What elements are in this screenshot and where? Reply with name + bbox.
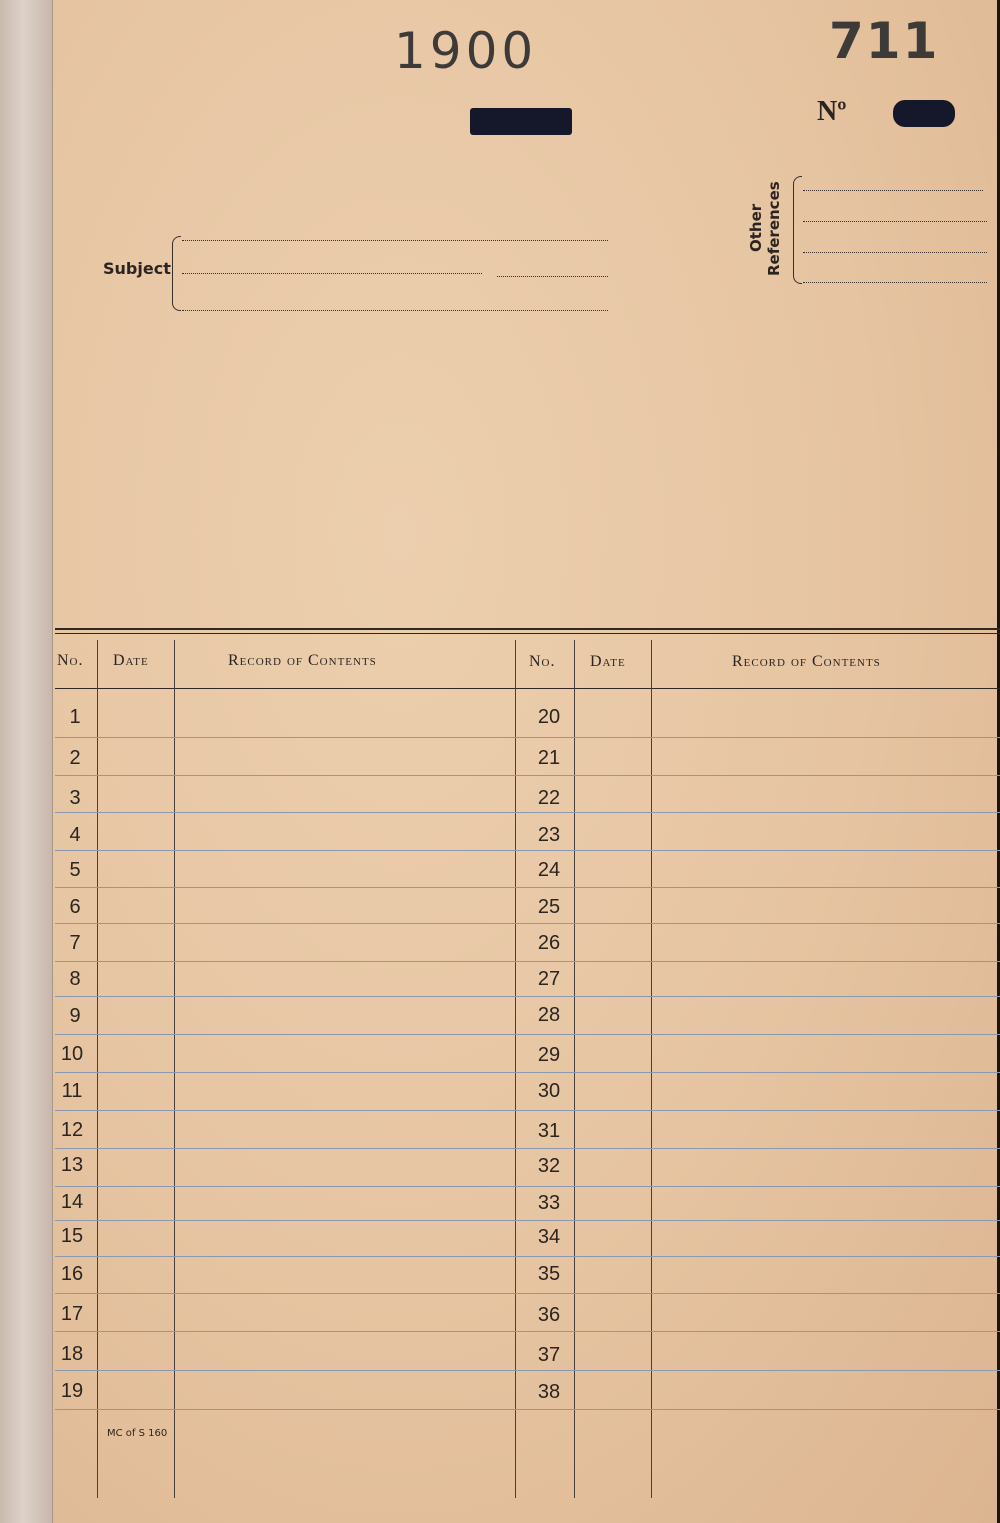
row-number: 26 xyxy=(537,932,561,954)
row-number: 2 xyxy=(69,747,81,769)
row-number: 3 xyxy=(69,787,81,809)
row-number: 5 xyxy=(69,859,81,881)
row-number: 32 xyxy=(537,1155,561,1177)
row-number: 33 xyxy=(537,1192,561,1214)
row-rule xyxy=(55,923,1000,924)
row-number: 11 xyxy=(61,1080,83,1102)
row-number: 19 xyxy=(60,1380,84,1402)
row-rule xyxy=(55,1034,1000,1035)
column-header-date: Date xyxy=(113,652,149,669)
subject-line[interactable] xyxy=(182,240,608,241)
subject-brace xyxy=(172,236,181,311)
table-top-rule xyxy=(55,628,1000,630)
column-header-no: No. xyxy=(529,653,556,670)
row-rule xyxy=(55,1072,1000,1073)
row-rule xyxy=(55,1186,1000,1187)
row-rule xyxy=(55,1256,1000,1257)
row-rule xyxy=(55,1110,1000,1111)
row-number: 7 xyxy=(69,932,81,954)
row-number: 1 xyxy=(69,706,81,728)
row-rule xyxy=(55,961,1000,962)
file-number-stamp: 711 xyxy=(829,12,940,70)
reference-line[interactable] xyxy=(803,190,983,191)
reference-line[interactable] xyxy=(803,221,987,222)
column-header-record: Record of Contents xyxy=(228,652,377,669)
row-number: 13 xyxy=(60,1154,84,1176)
row-rule xyxy=(55,737,1000,738)
row-rule xyxy=(55,1148,1000,1149)
row-number: 31 xyxy=(537,1120,561,1142)
row-rule xyxy=(55,812,1000,813)
row-number: 9 xyxy=(69,1005,81,1027)
subject-line[interactable] xyxy=(182,310,608,311)
row-number: 36 xyxy=(537,1304,561,1326)
other-references-line-1: Other xyxy=(747,203,765,252)
subject-line[interactable] xyxy=(497,276,608,277)
other-references-brace xyxy=(793,176,802,284)
form-code: MC of S 160 xyxy=(107,1428,168,1439)
row-number: 17 xyxy=(60,1303,84,1325)
subject-label: Subject xyxy=(103,259,171,278)
row-number: 18 xyxy=(60,1343,84,1365)
row-number: 38 xyxy=(537,1381,561,1403)
year-stamp: 1900 xyxy=(394,22,538,80)
row-number: 20 xyxy=(537,706,561,728)
row-number: 24 xyxy=(537,859,561,881)
redaction-block xyxy=(470,108,572,135)
column-header-date: Date xyxy=(590,653,626,670)
row-number: 15 xyxy=(60,1225,84,1247)
column-header-record: Record of Contents xyxy=(732,653,881,670)
row-number: 27 xyxy=(537,968,561,990)
row-number: 37 xyxy=(537,1344,561,1366)
row-rule xyxy=(55,1409,1000,1410)
cloth-binding-strip xyxy=(0,0,53,1523)
row-number: 30 xyxy=(537,1080,561,1102)
row-number: 25 xyxy=(537,896,561,918)
row-number: 6 xyxy=(69,896,81,918)
reference-line[interactable] xyxy=(803,282,987,283)
table-top-rule xyxy=(55,633,1000,634)
row-number: 23 xyxy=(537,824,561,846)
row-number: 12 xyxy=(60,1119,84,1141)
row-rule xyxy=(55,996,1000,997)
subject-line[interactable] xyxy=(182,273,482,274)
row-rule xyxy=(55,850,1000,851)
row-number: 28 xyxy=(537,1004,561,1026)
row-number: 14 xyxy=(60,1191,84,1213)
column-header-no: No. xyxy=(57,652,84,669)
redaction-block xyxy=(893,100,955,127)
row-rule xyxy=(55,1220,1000,1221)
row-number: 4 xyxy=(69,824,81,846)
row-number: 35 xyxy=(537,1263,561,1285)
other-references-line-2: References xyxy=(765,181,783,276)
row-number: 16 xyxy=(60,1263,84,1285)
row-rule xyxy=(55,1331,1000,1332)
row-rule xyxy=(55,887,1000,888)
row-rule xyxy=(55,1370,1000,1371)
header-bottom-rule xyxy=(55,688,1000,689)
row-rule xyxy=(55,775,1000,776)
number-label: Nº xyxy=(817,96,847,127)
row-number: 29 xyxy=(537,1044,561,1066)
other-references-label xyxy=(748,176,798,276)
row-number: 10 xyxy=(60,1043,84,1065)
row-number: 22 xyxy=(537,787,561,809)
reference-line[interactable] xyxy=(803,252,987,253)
row-number: 21 xyxy=(537,747,561,769)
row-rule xyxy=(55,1293,1000,1294)
row-number: 34 xyxy=(537,1226,561,1248)
row-number: 8 xyxy=(69,968,81,990)
